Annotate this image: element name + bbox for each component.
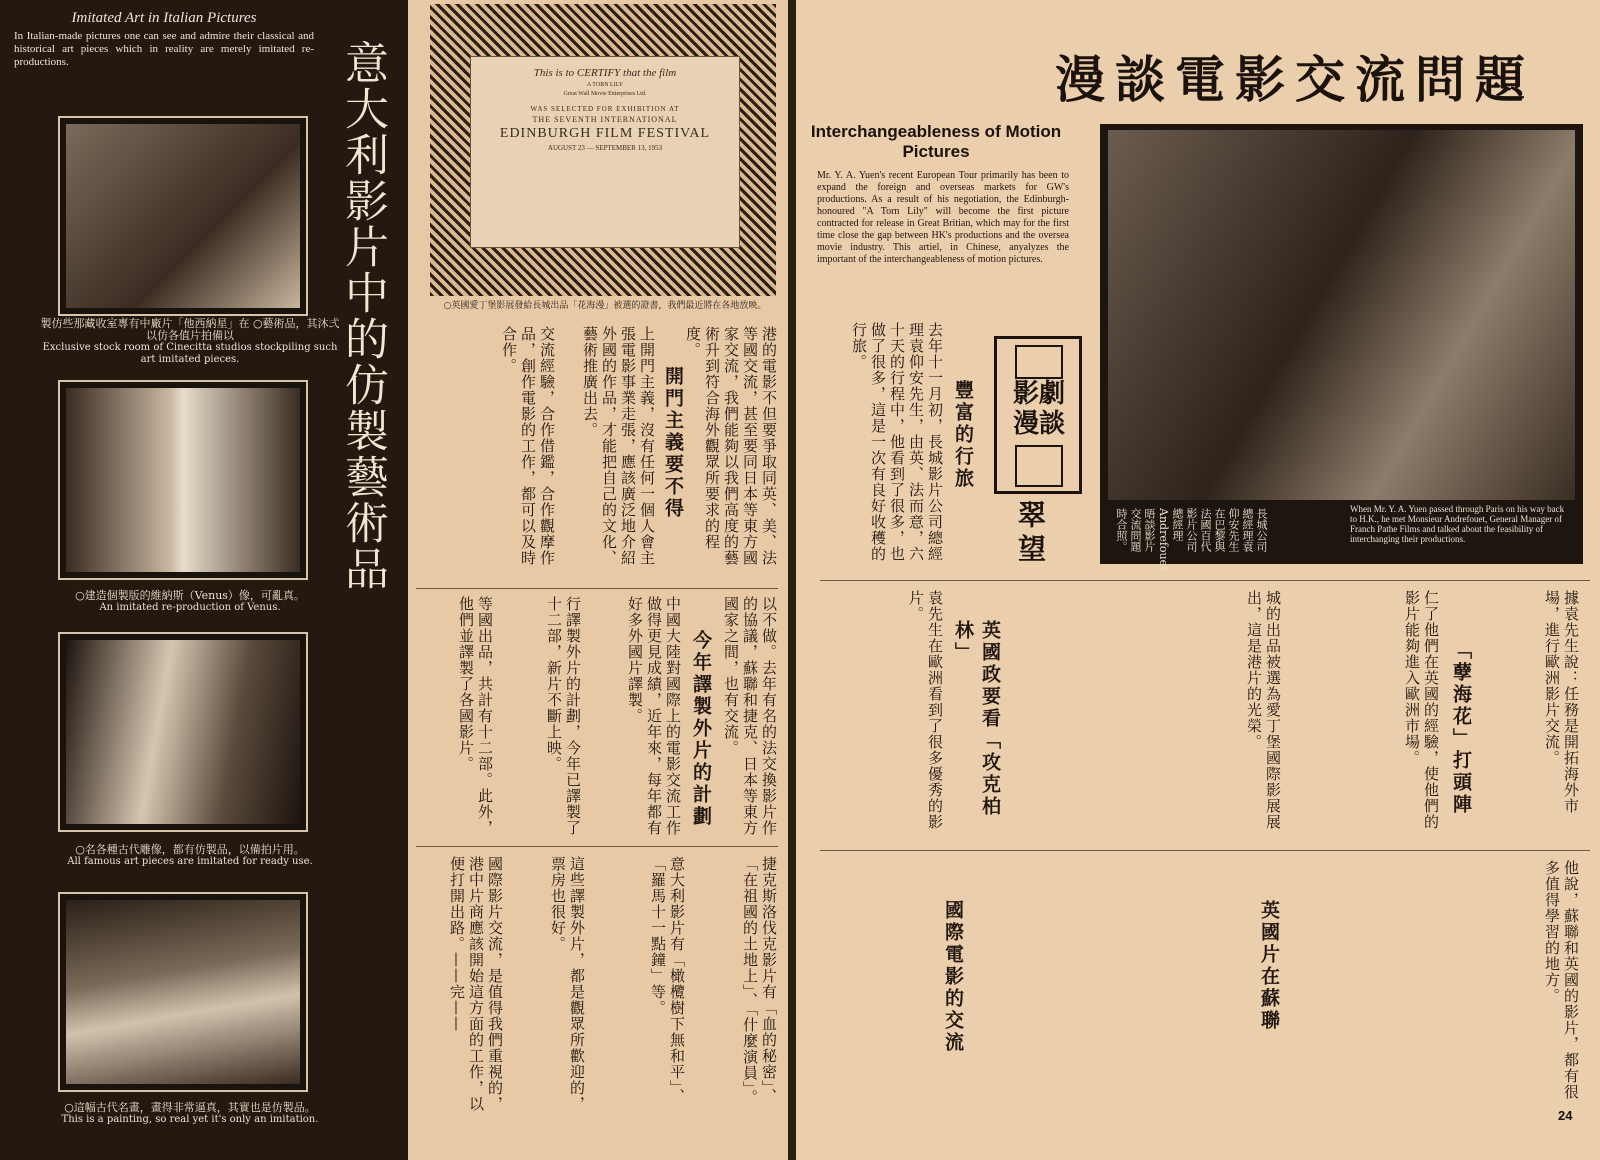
caption-1-en: Exclusive stock room of Cinecitta studios stockpiling such art imitated pieces. [42,342,338,365]
left-page [0,0,788,1160]
cert-selected: WAS SELECTED FOR EXHIBITION AT [530,105,680,113]
left-col-8: 捷克斯洛伐克影片有「血的秘密」、「在祖國的土地上」、「什麼演員」。 [741,856,778,1106]
left-col-3: 交流經驗，合作借鑑，合作觀摩作品，創作電影的工作，都可以及時合作。 [500,326,556,566]
caption-2-cn: ○建造個製版的維納斯（Venus）像，可亂真。 [75,589,305,602]
left-divider-1 [416,588,778,589]
caption-4-cn: ○這幅古代名畫，畫得非常逼真，其實也是仿製品。 [64,1101,316,1114]
cert-line1: This is to CERTIFY that the film [533,67,677,79]
left-col-2: 上開門主義，沒有任何一個人會主張電影事業走張，應該廣泛地介紹外國的作品，才能把自己的文化、藝術推廣出去。 [581,326,656,566]
caption-3-cn: ○名各種古代雕像，都有仿製品，以備拍片用。 [75,843,305,856]
left-head-plan: 今年譯製外片的計劃 [690,630,712,828]
left-col-5: 中國大陸對國際上的電影交流工作做得更見成績，近年來，每年都有好多外國片譯製。 [626,596,682,836]
english-intro: Mr. Y. A. Yuen's recent European Tour primarily has been to expand the foreign and overseas markets for GW's productions. As a result of his negotiation, the Edinburgh-honoured "A Torn Lily" will become the first picture contracted for release in Great Britian, which may for the first time close the gap between HK's productions and the oversea movie industry. This artiel, in Chinese, anyalyzes the important of the interchangeableness of motion pictures. [817,170,1069,265]
right-head-international: 國際電影的交流 [942,900,964,1054]
right-head-berlin: 英國政要看「攻克柏林」 [952,620,1001,818]
left-col-7: 等國出品，共計有十二部。此外，他們並譯製了各國影片。 [457,596,494,836]
caption-1-cn: 製仿些那藏收室專有中廠片「他西納星」在 ○藝術品，其沐弍以仿各值片拍備以 [40,317,340,342]
strip-english-block [14,10,314,69]
right-head-ussr: 英國片在蘇聯 [1258,900,1280,1032]
photo-caption-en: When Mr. Y. A. Yuen passed through Paris on his way back to H.K., he met Monsieur Andrefouet, General Manager of Franch Pathe Films and talked about the feasibility of interchanging their productions. [1350,504,1565,544]
article-title: 漫談電影交流問題 [1055,50,1535,109]
photo-stock-room [58,116,308,316]
strip-en-intro: In Italian-made pictures one can see and admire their classical and historical art pieces which in reality are merely imitated re-productions. [14,30,314,68]
photo-venus [58,380,308,580]
logo-text: 影劇漫談 [1012,379,1065,439]
right-divider-1 [820,580,1590,581]
column-logo [994,336,1082,494]
cert-film: A TORN LILY [586,82,624,88]
caption-3 [40,844,340,868]
certificate-caption: ○英國愛丁堡影展發給長城出品「花海漫」被選的證書，我們最近將在各地放映。 [443,301,767,311]
right-col-3: 仁了他們在英國的經驗，使他們的影片能夠進入歐洲市場。 [1403,590,1440,830]
certificate-card [470,56,740,248]
author-name: 翠望 [1014,500,1047,568]
left-head-open-door: 開門主義要不得 [662,366,684,520]
strip-vertical-title: 意大利影片中的仿製藝術品 [337,40,388,592]
right-head-travel: 豐富的行旅 [952,380,974,490]
left-col-1: 港的電影不但要爭取同英、美、法等國交流，甚至要同日本等東方國家交流，我們能夠以我們高度的藝術升到符合海外觀眾所要求的程度。 [684,326,778,566]
right-col-1: 去年十一月初，長城影片公司總經理袁仰安先生，由英、法而意，六十天的行程中，他看到了很多，也做了很多，這是一次有良好收穫的行旅。 [850,322,944,562]
left-col-9: 意大利影片有「橄欖樹下無和平」、「羅馬十一點鐘」等。 [649,856,686,1105]
strip-en-title: Imitated Art in Italian Pictures [71,10,257,26]
page-gutter [788,0,796,1160]
caption-2-en: An imitated re-production of Venus. [99,602,281,613]
meeting-photo [1100,124,1583,571]
left-col-11: 國際影片交流，是值得我們重視的，港中片商應該開始這方面的工作，以便打開出路。——完—— [448,856,504,1112]
logo-figure-bottom [1015,445,1063,487]
photo-caption-cn: 長城公司總經理袁仰安先生在巴黎與法國百代影片公司總經理Andrefouet晤談影片交流問題時合照。 [1115,508,1268,571]
caption-1 [40,318,340,366]
page-number: 24 [1558,1108,1573,1123]
art-strip [0,0,408,1160]
caption-4-en: This is a painting, so real yet it's only an imitation. [61,1114,319,1125]
english-heading: Interchangeableness of Motion Pictures [810,122,1062,161]
photo-statue [58,632,308,832]
cert-company: Great Wall Movie Enterprises Ltd. [563,91,647,97]
right-col-4: 城的出品被選為愛丁堡國際影展展出，這是港片的光榮。 [1245,590,1282,830]
left-col-10: 這些譯製外片，都是觀眾所歡迎的，票房也很好。 [549,856,586,1112]
left-col-6: 行譯製外片的計劃，今年已譯製了十二部，新片不斷上映。 [545,596,582,836]
cert-festival: EDINBURGH FILM FESTIVAL [499,126,711,141]
right-divider-2 [820,850,1590,851]
caption-2 [40,590,340,614]
left-divider-2 [416,846,778,847]
right-head-sin-flower: 「孽海花」打頭陣 [1450,640,1472,816]
logo-figure-top [1015,345,1063,379]
cert-seventh: THE SEVENTH INTERNATIONAL [532,115,678,124]
right-col-4b: 袁先生在歐洲看到了很多優秀的影片。 [907,590,944,830]
festival-certificate [430,4,776,296]
right-col-5: 他說，蘇聯和英國的影片，都有很多值得學習的地方。 [1543,860,1580,1100]
right-col-2: 據袁先生說：任務是開拓海外市場，進行歐洲影片交流。 [1543,590,1580,814]
photo-painting [58,892,308,1092]
cert-dates: AUGUST 23 — SEPTEMBER 13, 1953 [547,144,663,152]
caption-4 [40,1102,340,1126]
left-col-4: 以不做。去年有名的法交換影片作的協議，蘇聯和捷克、日本等東方國家之間，也有交流。 [722,596,778,836]
meeting-photo-image [1108,130,1575,500]
caption-3-en: All famous art pieces are imitated for ready use. [67,856,313,867]
